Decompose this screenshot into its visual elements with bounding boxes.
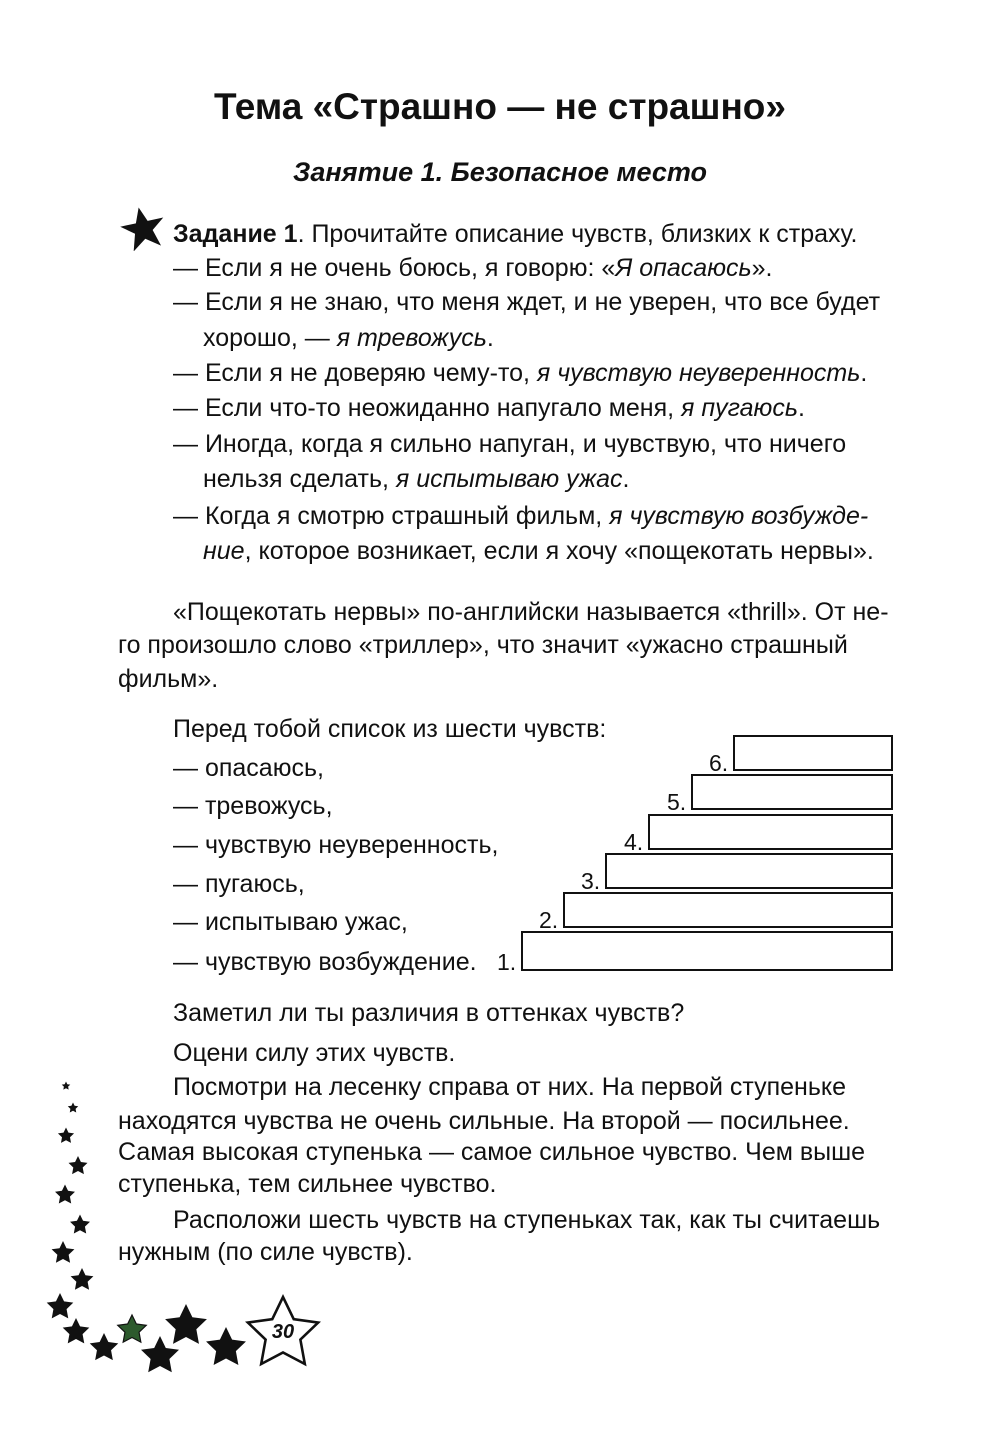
list-item: — тревожусь, — [173, 792, 333, 820]
stair-step-3 — [605, 853, 893, 889]
lesson-subtitle: Занятие 1. Безопасное место — [293, 157, 707, 187]
stair-number: 4. — [624, 829, 644, 855]
star-icon — [47, 1293, 74, 1318]
feeling-line: хорошо, — я тревожусь. — [203, 324, 494, 352]
list-item: — опасаюсь, — [173, 754, 324, 782]
page-number: 30 — [271, 1321, 295, 1343]
stair-number: 1. — [497, 949, 517, 975]
thrill-paragraph-line: фильм». — [118, 665, 219, 693]
stair-number: 2. — [539, 907, 559, 933]
list-item: — чувствую возбуждение. — [173, 948, 477, 976]
stair-number: 6. — [709, 750, 729, 776]
star-icon — [62, 1082, 71, 1090]
feeling-line: — Когда я смотрю страшный фильм, я чувствую возбужде- — [173, 502, 869, 530]
list-item: — испытываю ужас, — [173, 908, 408, 936]
task-heading — [173, 219, 857, 249]
star-icon — [165, 1304, 207, 1344]
star-icon — [69, 1156, 88, 1174]
feeling-line: — Если я не знаю, что меня ждет, и не уверен, что все будет — [173, 288, 881, 316]
ladder-paragraph-line: Самая высокая ступенька — самое сильное чувство. Чем выше — [118, 1138, 866, 1166]
list-item: — пугаюсь, — [173, 870, 305, 898]
question-text: Оцени силу этих чувств. — [173, 1039, 456, 1067]
star-icon — [70, 1215, 90, 1234]
feeling-line: — Если я не доверяю чему-то, я чувствую неуверенность. — [173, 359, 868, 387]
star-icon — [55, 1185, 75, 1204]
question-text: Заметил ли ты различия в оттенках чувств? — [173, 999, 685, 1027]
star-icon — [90, 1333, 119, 1360]
thrill-paragraph-line: «Пощекотать нервы» по-английски называется «thrill». От не- — [173, 598, 889, 626]
task-star-icon — [120, 205, 166, 251]
list-intro: Перед тобой список из шести чувств: — [173, 715, 607, 743]
task-label: Задание 1 — [173, 220, 298, 248]
ladder-paragraph-line: Посмотри на лесенку справа от них. На первой ступеньке — [173, 1073, 846, 1101]
feeling-line: нельзя сделать, я испытываю ужас. — [203, 465, 630, 493]
stair-number: 3. — [581, 868, 601, 894]
stair-step-1 — [521, 931, 893, 971]
final-instruction-line: нужным (по силе чувств). — [118, 1238, 413, 1266]
decorative-stars — [0, 1060, 340, 1400]
stair-step-4 — [648, 814, 893, 850]
star-icon — [68, 1103, 78, 1113]
stair-step-5 — [691, 774, 893, 810]
stair-step-6 — [733, 735, 893, 771]
ladder-paragraph-line: находятся чувства не очень сильные. На второй — посильнее. — [118, 1107, 850, 1135]
stair-step-2 — [563, 892, 893, 928]
page-title: Тема «Страшно — не страшно» — [214, 86, 786, 127]
star-icon — [52, 1241, 75, 1263]
star-icon — [141, 1336, 179, 1372]
final-instruction-line: Расположи шесть чувств на ступеньках так, как ты считаешь — [173, 1206, 881, 1234]
star-icon — [118, 1315, 147, 1342]
feeling-line: ние, которое возникает, если я хочу «пощекотать нервы». — [203, 537, 874, 565]
thrill-paragraph-line: го произошло слово «триллер», что значит «ужасно страшный — [118, 631, 848, 659]
stair-number: 5. — [667, 789, 687, 815]
star-icon — [71, 1268, 94, 1290]
task-instruction: . Прочитайте описание чувств, близких к страху. — [297, 220, 858, 248]
star-icon — [58, 1128, 74, 1143]
feeling-line: — Иногда, когда я сильно напуган, и чувствую, что ничего — [173, 430, 847, 458]
feeling-line: — Если я не очень боюсь, я говорю: «Я опасаюсь». — [173, 254, 773, 282]
star-icon — [63, 1318, 90, 1343]
list-item: — чувствую неуверенность, — [173, 831, 499, 859]
feeling-line: — Если что-то неожиданно напугало меня, я пугаюсь. — [173, 394, 805, 422]
star-icon — [206, 1327, 246, 1365]
ladder-paragraph-line: ступенька, тем сильнее чувство. — [118, 1170, 497, 1198]
